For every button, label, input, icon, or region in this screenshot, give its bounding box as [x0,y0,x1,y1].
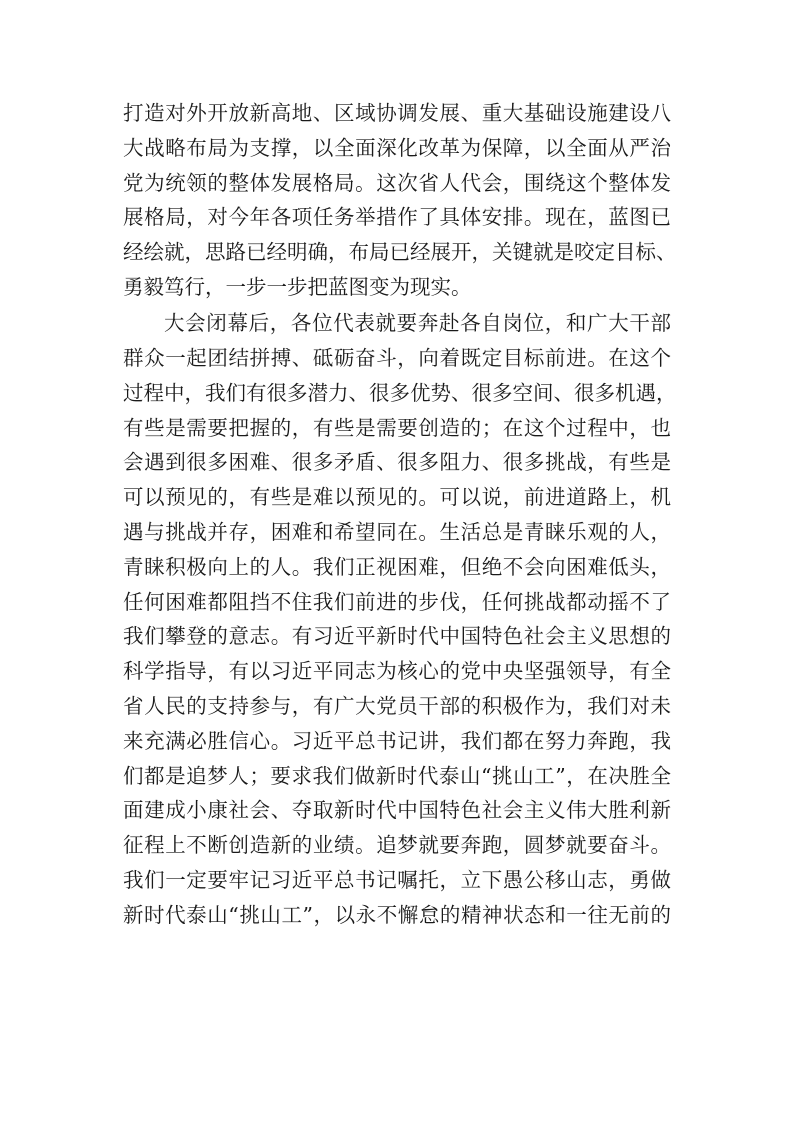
text-line: 过程中，我们有很多潜力、很多优势、很多空间、很多机遇， [123,380,677,405]
text-line: 经绘就，思路已经明确，布局已经展开，关键就是咬定目标、 [123,240,677,265]
text-line: 新时代泰山“挑山工”，以永不懈怠的精神状态和一往无前的 [123,902,671,927]
text-line: 征程上不断创造新的业绩。追梦就要奔跑，圆梦就要奋斗。 [123,833,671,858]
text-line: 大战略布局为支撑，以全面深化改革为保障，以全面从严治 [123,135,671,160]
text-line: 打造对外开放新高地、区域协调发展、重大基础设施建设八 [123,101,671,125]
text-line: 勇毅笃行，一步一步把蓝图变为现实。 [123,274,472,299]
text-line: 我们攀登的意志。有习近平新时代中国特色社会主义思想的 [123,624,671,649]
text-line: 我们一定要牢记习近平总书记嘱托，立下愚公移山志，勇做 [123,868,671,893]
text-line: 会遇到很多困难、很多矛盾、很多阻力、很多挑战，有些是 [123,450,671,475]
text-line: 有些是需要把握的，有些是需要创造的；在这个过程中，也 [123,415,671,440]
text-line: 青睐积极向上的人。我们正视困难，但绝不会向困难低头， [123,554,671,579]
text-line: 遇与挑战并存，困难和希望同在。生活总是青睐乐观的人， [123,520,671,545]
text-line: 面建成小康社会、夺取新时代中国特色社会主义伟大胜利新 [123,798,671,823]
body-text [123,96,677,933]
text-line: 来充满必胜信心。习近平总书记讲，我们都在努力奔跑，我 [123,728,671,753]
text-line: 党为统领的整体发展格局。这次省人代会，围绕这个整体发 [123,170,671,195]
text-line: 省人民的支持参与，有广大党员干部的积极作为，我们对未 [123,694,671,719]
paragraph [123,96,677,305]
text-line: 们都是追梦人；要求我们做新时代泰山“挑山工”，在决胜全 [123,763,671,788]
paragraph [123,306,677,932]
text-line: 展格局，对今年各项任务举措作了具体安排。现在，蓝图已 [123,205,671,230]
text-line: 科学指导，有以习近平同志为核心的党中央坚强领导，有全 [123,659,671,684]
text-line: 大会闭幕后，各位代表就要奔赴各自岗位，和广大干部 [164,311,671,336]
text-line: 任何困难都阻挡不住我们前进的步伐，任何挑战都动摇不了 [123,589,671,614]
text-line: 群众一起团结拼搏、砥砺奋斗，向着既定目标前进。在这个 [123,346,671,371]
text-line: 可以预见的，有些是难以预见的。可以说，前进道路上，机 [123,485,671,510]
